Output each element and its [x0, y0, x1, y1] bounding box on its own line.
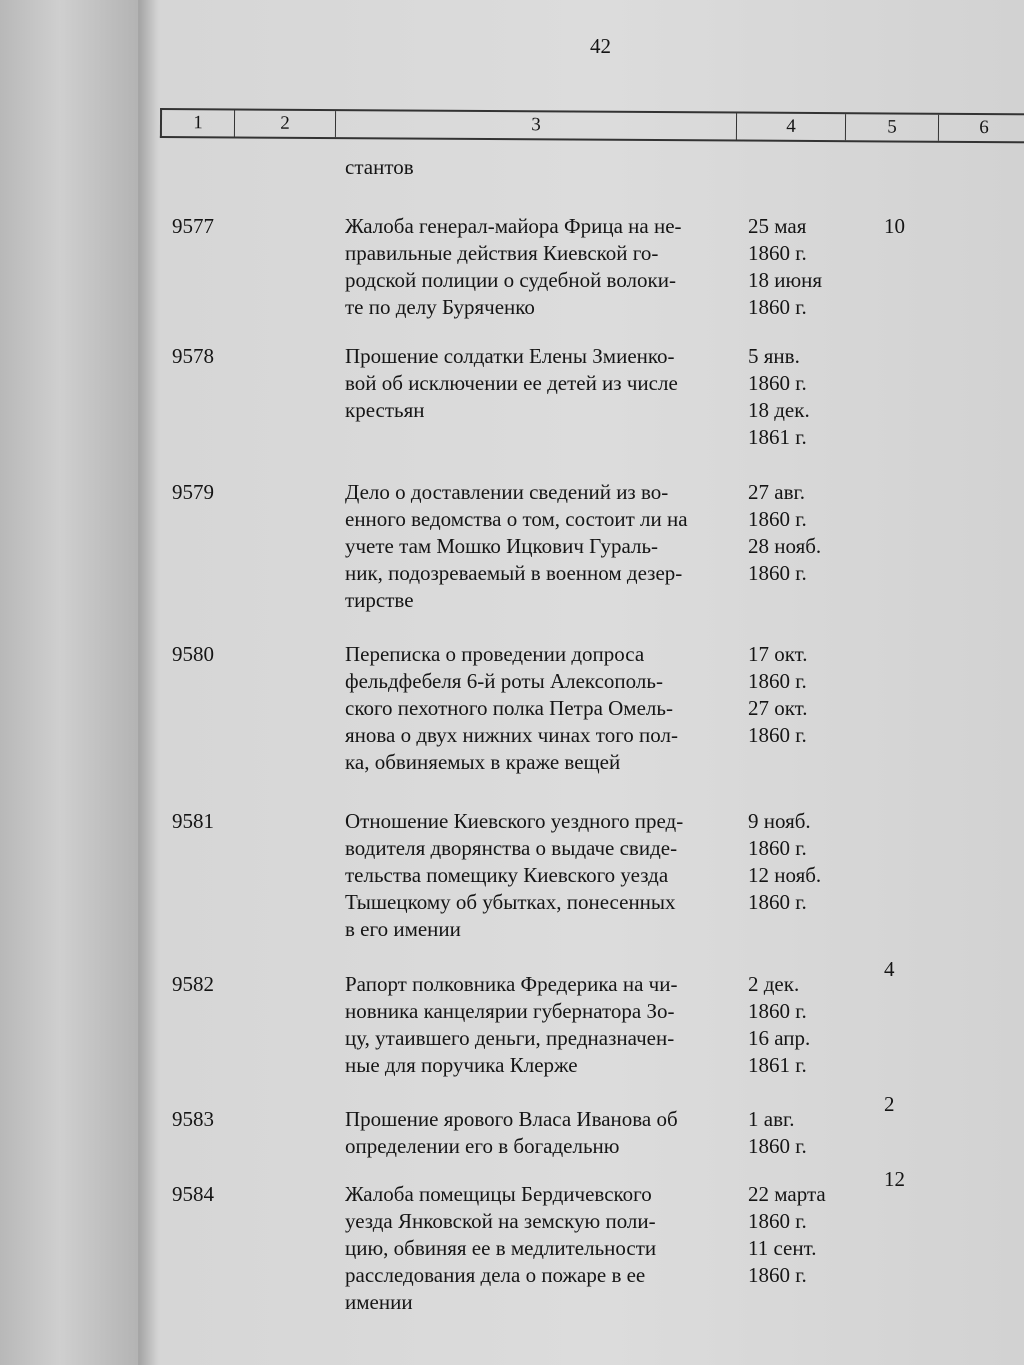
entry-date-line: 1860 г.: [748, 241, 807, 265]
entry-description-line: ник, подозреваемый в военном дезер-: [345, 561, 683, 585]
entry-description-line: Жалоба помещицы Бердичевского: [345, 1182, 652, 1206]
entry-description-line: Дело о доставлении сведений из во-: [345, 480, 669, 504]
entry-description-line: Отношение Киевского уездного пред-: [345, 809, 684, 833]
entry-description-line: те по делу Буряченко: [345, 295, 535, 319]
entry-description-line: крестьян: [345, 398, 425, 422]
entry-date-line: 1860 г.: [748, 1209, 807, 1233]
entry-description-line: уезда Янковской на земскую поли-: [345, 1209, 656, 1233]
entry-date-line: 1860 г.: [748, 1134, 807, 1158]
entry-description-line: Прошение ярового Власа Иванова об: [345, 1107, 678, 1131]
entry-sheet-count: 4: [884, 957, 895, 981]
entry-date-line: 17 окт.: [748, 642, 808, 666]
entry-number: 9578: [172, 344, 214, 368]
entry-description-line: фельдфебеля 6-й роты Алексополь-: [345, 669, 663, 693]
entry-sheet-count: 2: [884, 1092, 895, 1116]
entry-date-line: 1 авг.: [748, 1107, 795, 1131]
entry-description-line: Тышецкому об убытках, понесенных: [345, 890, 676, 914]
entry-date-line: 1860 г.: [748, 507, 807, 531]
entry-description-line: ные для поручика Клерже: [345, 1053, 578, 1077]
entry-description-line: тельства помещику Киевского уезда: [345, 863, 669, 887]
entry-sheet-count: 10: [884, 214, 905, 238]
entry-sheet-count: 12: [884, 1167, 905, 1191]
entry-date-line: 1861 г.: [748, 1053, 807, 1077]
entry-description-line: тирстве: [345, 588, 414, 612]
entry-description-line: вой об исключении ее детей из числе: [345, 371, 678, 395]
entry-date-line: 27 окт.: [748, 696, 808, 720]
entry-date-line: 27 авг.: [748, 480, 805, 504]
entry-description-line: енного ведомства о том, состоит ли на: [345, 507, 688, 531]
entry-date-line: 1860 г.: [748, 999, 807, 1023]
entry-description-line: имении: [345, 1290, 413, 1314]
column-header-cell: 4: [737, 114, 846, 141]
entry-date-line: 1860 г.: [748, 371, 807, 395]
entry-description-line: родской полиции о судебной волоки-: [345, 268, 676, 292]
entry-date-line: 22 марта: [748, 1182, 826, 1206]
entry-description-line: новника канцелярии губернатора Зо-: [345, 999, 675, 1023]
entry-date-line: 18 июня: [748, 268, 823, 292]
entry-description-line: в его имении: [345, 917, 461, 941]
entry-description-line: Прошение солдатки Елены Змиенко-: [345, 344, 675, 368]
entry-description-line: ка, обвиняемых в краже вещей: [345, 750, 621, 774]
entry-number: 9581: [172, 809, 214, 833]
column-header-cell: 5: [846, 114, 939, 141]
entry-number: 9584: [172, 1182, 214, 1206]
entry-number: 9580: [172, 642, 214, 666]
entry-date-line: 18 дек.: [748, 398, 810, 422]
entry-date-line: 1860 г.: [748, 1263, 807, 1287]
entry-date-line: 1860 г.: [748, 561, 807, 585]
column-header-cell: 1: [162, 110, 235, 136]
page-number: 42: [590, 34, 611, 58]
column-header-cell: 2: [235, 110, 336, 137]
entry-date-line: 1860 г.: [748, 890, 807, 914]
book-fold: [138, 0, 156, 1365]
entry-date-line: 5 янв.: [748, 344, 800, 368]
entry-date-line: 16 апр.: [748, 1026, 811, 1050]
entry-date-line: 1860 г.: [748, 295, 807, 319]
entry-description-line: цию, обвиняя ее в медлительности: [345, 1236, 657, 1260]
continuation-text: стантов: [345, 155, 414, 179]
entry-date-line: 25 мая: [748, 214, 807, 238]
entry-description-line: Жалоба генерал-майора Фрица на не-: [345, 214, 682, 238]
entry-description-line: правильные действия Киевской го-: [345, 241, 659, 265]
entry-description-line: расследования дела о пожаре в ее: [345, 1263, 646, 1287]
column-header-cell: 6: [939, 115, 1024, 142]
entry-description-line: Переписка о проведении допроса: [345, 642, 645, 666]
entry-description-line: Рапорт полковника Фредерика на чи-: [345, 972, 678, 996]
entry-date-line: 1860 г.: [748, 669, 807, 693]
entry-date-line: 28 нояб.: [748, 534, 822, 558]
entry-number: 9583: [172, 1107, 214, 1131]
column-header-cell: 3: [336, 111, 737, 139]
entry-number: 9577: [172, 214, 214, 238]
entry-date-line: 12 нояб.: [748, 863, 822, 887]
entry-number: 9582: [172, 972, 214, 996]
entry-date-line: 9 нояб.: [748, 809, 811, 833]
entry-description-line: ского пехотного полка Петра Омель-: [345, 696, 673, 720]
entry-number: 9579: [172, 480, 214, 504]
entry-date-line: 1860 г.: [748, 723, 807, 747]
entry-date-line: 1861 г.: [748, 425, 807, 449]
entry-description-line: учете там Мошко Ицкович Гураль-: [345, 534, 659, 558]
entry-description-line: янова о двух нижних чинах того пол-: [345, 723, 678, 747]
entry-date-line: 2 дек.: [748, 972, 800, 996]
entry-description-line: водителя дворянства о выдаче свиде-: [345, 836, 678, 860]
entry-description-line: цу, утаившего деньги, предназначен-: [345, 1026, 675, 1050]
entry-description-line: определении его в богадельню: [345, 1134, 620, 1158]
entry-date-line: 11 сент.: [748, 1236, 817, 1260]
entry-date-line: 1860 г.: [748, 836, 807, 860]
column-header: [160, 108, 1024, 143]
